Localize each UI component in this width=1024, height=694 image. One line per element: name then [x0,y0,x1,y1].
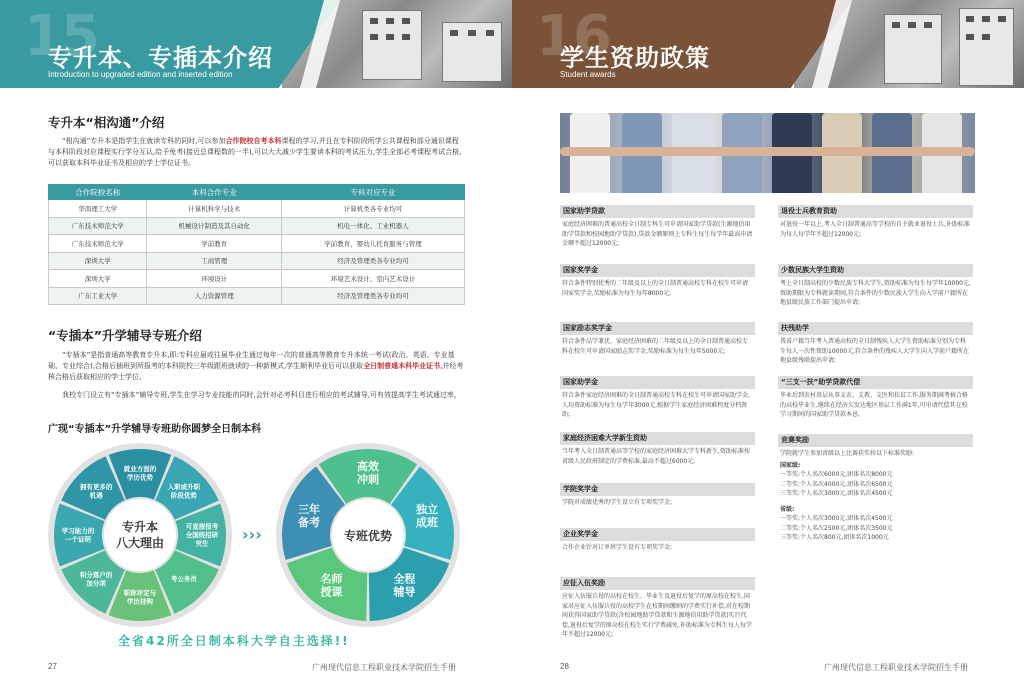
aid-item-title: 家庭经济困难大学新生资助 [560,432,755,445]
aid-item-body: 当年考入全日制普通高等学校的家庭经济困难大学专科新生,资助标准按省级人民政府制定的学费标准,最高不超过6000元; [562,448,750,465]
wheel-segment-label: 学历挂钩 [127,597,153,606]
wheel-segment-label: 阶段优势 [170,491,197,500]
contest-title: 竞赛奖励 [778,434,973,447]
section-title-class: 广现“专插本”升学辅导专班助你圆梦全日制本科 [48,424,262,435]
page-title: 学生资助政策 [560,44,710,72]
wheel-segment-label: 成班 [415,516,438,530]
aid-item-body: 毕业后到农村基层从事支农、支教、支医和扶贫工作,服务期满考核合格的高校毕业生,继续在经济欠发达地区基层工作满1年,可申请代偿其在校学习期间的国家助学贷款本息。 [780,392,968,418]
wheel-segment-label: 职称评定与 [123,588,157,597]
wheel-segment-label: 独立 [415,503,438,517]
wheel-segment-label: 三年 [298,503,321,517]
aid-item [560,376,755,420]
table-row: 深圳大学 环境设计 环境艺术设计、室内艺术设计 [49,270,465,288]
wheel-segment-label: 机遇 [89,491,103,500]
table-header: 合作院校名称 [49,185,147,200]
wheel-segment-label: 加分项 [86,579,106,588]
page-number: 27 [48,662,57,671]
aid-item [560,528,755,553]
province-prize: 一等奖:个人名次3000元,团体名次4500元 [780,515,893,522]
wheel-segment-label: 冲刺 [357,473,379,487]
footer-text: 广州现代信息工程职业技术学院招生手册 [824,663,968,672]
national-prize: 二等奖:个人名次4000元,团体名次6500元 [780,480,893,488]
footer-text: 广州现代信息工程职业技术学院招生手册 [312,663,456,672]
wheel-segment-label: 一个证明 [65,535,91,544]
national-prize: 三等奖:个人名次3000元,团体名次4500元 [780,490,893,497]
wheel1-center-line1: 专升本 [121,520,159,534]
aid-item-body: 符合条件特别优秀的二年级及以上的全日制普通高校专科在校生可申请国家奖学金,奖励标准为每生每年8000元; [562,280,749,297]
table-header: 本科合作专业 [147,185,282,200]
right-page [512,0,1024,694]
wheel-segment-label: 就业方面的 [123,464,157,473]
wheel-segment-label: 学历优势 [127,473,153,482]
wheel-segment-label: 学习能力的 [61,526,95,535]
contest-intro: 学院就学生参加省级以上比赛获奖按以下标准奖励: [780,450,915,457]
slogan: 全省42所全日制本科大学自主选择!! [118,634,350,648]
page-number: 28 [560,662,569,671]
wheel2-center: 专班优势 [343,529,393,543]
wheel-segment-label: 究生 [195,539,209,548]
aid-item-body: 合作企业针对订单班学生设有专项奖学金; [562,544,673,551]
wheel-segment-label: 名师 [320,572,343,586]
advantages-diagram [48,440,478,630]
aid-item-body: 应征入伍服兵役的高校在校生、毕业生及退役后复学的原高校在校生,国家对应征入伍服兵役的高校学生在校期间缴纳的学费实行补偿,对在校期间获得国家助学贷款(含校园地助学贷款和生源地信用助学贷款)实行代偿,退役后复学的原高校在校生实行学费减免,补助标准为专科生每人每学年不超过12000元; [562,593,752,638]
aid-item-body: 符合条件品学兼优、家庭经济困难的二年级及以上的全日制普通高校专科在校生可申请国家励志奖学金,奖励标准为每生每年5000元; [562,338,749,355]
xiangoutong-paragraph: “相沟通”专升本是指学生在就读专科的同时,可以参加合作院校自考本科课程的学习,并且在专科阶段所学公共课程和部分通识课程与本科阶段对应课程实行学分互认,给予免考(接近总课程数的一半),可以大大减少学生要读本科的考试压力,学生全部必考课程考试合格,可以获取本科毕业证书及相应的学士学位证书。 [48,137,462,167]
page-subtitle: Student awards [560,70,616,79]
wheel-segment-label: 拥有更多的 [79,483,113,492]
aid-item-title: 国家助学金 [560,376,755,389]
aid-item-body: 对退役一年以上,考入全日制普通高等学校的自主就业退役士兵,补助标准为每人每学年不超过12000元; [780,221,970,238]
wheel-segment-label: 积分落户的 [79,570,113,579]
page-title: 专升本、专插本介绍 [48,44,273,72]
page-subtitle: Introduction to upgraded edition and inserted edition [48,70,233,79]
aid-item-body: 符合条件家庭经济困难的全日制普通高校专科在校生可申请国家助学金,人均资助标准为每生每学年3000元,根据学生家庭经济困难程度分档资助; [562,392,750,418]
chevron-right-icon: ››› [242,525,262,544]
left-banner [0,0,512,88]
table-row: 华南理工大学 计算机科学与技术 计算机类各专业均可 [49,200,465,218]
province-prize: 二等奖:个人名次2500元,团体名次3500元 [780,524,893,532]
aid-item [560,577,755,640]
aid-item-title: “三支一扶”助学贷款代偿 [778,376,973,389]
wheel-segment-label: 高效 [357,460,379,474]
aid-item [778,376,973,420]
province-prize: 三等奖:个人名次800元,团体名次1000元 [780,534,889,541]
section-number: 16 [536,4,610,69]
wheel-segment-label: 授课 [320,585,343,599]
aid-item-body: 我省户籍当年考入普通高校的全日制残疾人大学生资助标准分别为专科生每人一次性资助10000元,符合条件的残疾人大学生向入学前户籍所在地县级残联提出申请; [780,338,969,364]
aid-item [560,483,755,508]
aid-item-title: 扶残助学 [778,322,973,335]
aid-item-title: 少数民族大学生资助 [778,264,973,277]
partner-majors-table [48,184,465,305]
aid-item [778,205,973,239]
wheel-segment-label: 全国统招研 [185,531,219,540]
wheel-segment-label: 可直接报考 [185,522,219,531]
table-row: 深圳大学 工商管理 经济及管理类各专业均可 [49,252,465,270]
aid-item-body: 学院对成绩优秀的学生设立有专项奖学金; [562,499,673,506]
aid-item [560,205,755,249]
section-title-xiangoutong: 专升本“相沟通”介绍 [48,115,165,130]
wheel1-center-line2: 八大理由 [115,536,165,550]
wheel-segment-label: 全程 [393,572,416,586]
aid-item-title: 学院奖学金 [560,483,755,496]
wheel-segment-label: 辅导 [393,585,416,599]
aid-item [560,432,755,466]
zhuanchaben-paragraph-2: 我校专门设立有“专插本”辅导专班,学生在学习专业技能的同时,会针对必考科目进行相应的考试辅导,可有效提高学生考试通过率。 [62,391,461,399]
wheel-segment-label: 入职或升职 [167,483,201,492]
national-label: 国家级: [780,461,801,469]
wheel-segment-label: 考公务员 [170,575,197,584]
aid-item-title: 国家励志奖学金 [560,322,755,335]
table-row: 广东工业大学 人力资源管理 经济及管理类各专业均可 [49,287,465,305]
aid-item-body: 家庭经济困难的普通高校全日制专科生可申请国家助学贷款(生源地信用助学贷款和校园地助学贷款),贷款金额原则上专科生每生每学年最高申请金额不超过12000元; [562,221,753,247]
section-number: 15 [24,4,98,69]
aid-item-title: 退役士兵教育资助 [778,205,973,218]
right-banner [512,0,1024,88]
wheel-segment-label: 备考 [298,516,321,530]
table-row: 广东技术师范大学 机械设计制造及其自动化 机电一体化、工业机器人 [49,217,465,235]
province-label: 省级: [780,505,795,513]
aid-item [778,264,973,308]
students-photo [560,113,975,193]
aid-item-title: 国家助学贷款 [560,205,755,218]
contest-award-item [778,434,973,543]
aid-item-title: 企业奖学金 [560,528,755,541]
zhuanchaben-paragraph-1: “专插本”是指普通高等教育专升本,即:专科应届或往届毕业生通过每年一次的普通高等教育专升本统一考试(政治、英语、专业基础、专业综合),合格后插班到所报考的本科院校三年级跟班就读的一种新模式,学生顺利毕业后可以获取全日制普通本科毕业证书,并经考核合格后获取相应的学士学位。 [48,351,464,381]
aid-item-title: 应征入伍奖励 [560,577,755,590]
aid-item-title: 国家奖学金 [560,264,755,277]
table-row: 广东技术师范大学 学前教育 学前教育、婴幼儿托育服务与管理 [49,235,465,253]
table-header: 专科对应专业 [282,185,465,200]
aid-item-body: 考上全日制高校的少数民族专科大学生,资助标准为每生每学年10000元,资助期限为专科就读期间,符合条件的少数民族大学生向入学前户籍所在地县级民族工作部门提出申请; [780,280,971,306]
aid-item [560,322,755,356]
section-title-zhuanchaben: “专插本”升学辅导专班介绍 [48,328,202,343]
national-prize: 一等奖:个人名次6000元,团体名次8000元 [780,471,893,478]
aid-item [778,322,973,366]
aid-item [560,264,755,298]
